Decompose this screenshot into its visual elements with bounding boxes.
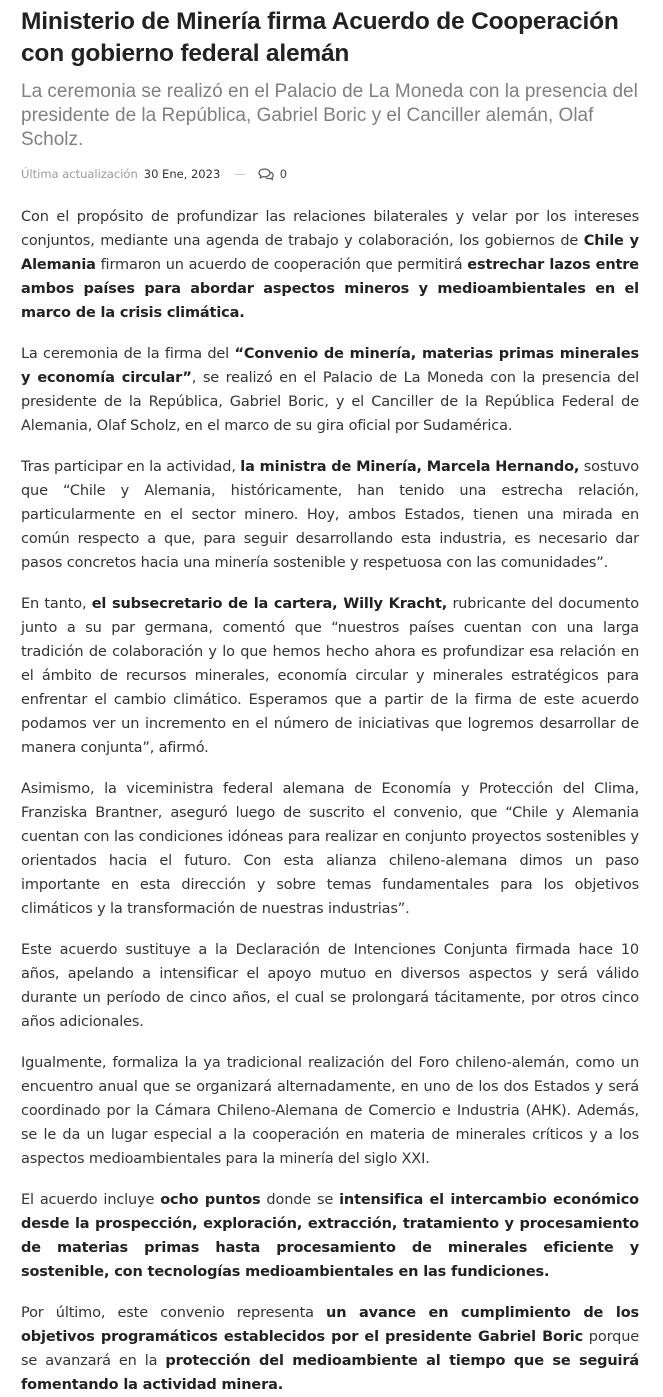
updated-date: 30 Ene, 2023 [143,167,221,181]
paragraph-text: firmaron un acuerdo de cooperación que permitirá [95,257,468,273]
paragraph-text: Igualmente, formaliza la ya tradicional realización del Foro chileno-alemán, como un encuentro anual que se organizará alternadamente, en uno de los dos Estados y será coordinado por la Cámara Chileno-Alemana de Comercio e Industria (AHK). Además, se le da un lugar especial a la cooperación en materia de minerales críticos y a los aspectos medioambientales para la minería del siglo XXI. [21,1055,639,1167]
article-title: Ministerio de Minería firma Acuerdo de Cooperación con gobierno federal alemán [21,8,619,67]
paragraph-text: Asimismo, la viceministra federal alemana de Economía y Protección del Clima, Franziska Brantner, aseguró luego de suscrito el convenio, que “Chile y Alemania cuentan con las condiciones idóneas para realizar en conjunto proyectos sostenibles y orientados hacia el futuro. Con esta alianza chileno-alemana dimos un paso importante en esta dirección y sobre temas fundamentales para los objetivos climáticos y la transformación de nuestras industrias”. [21,781,639,917]
paragraph-text: Por último, este convenio representa [21,1305,327,1321]
paragraph-text: , se realizó en el Palacio de La Moneda con la presencia del presidente de la República, Gabriel Boric, y el Canciller de la República Federal de Alemania, Olaf Scholz, en el marco de su gira oficial por Sudamérica. [21,370,639,434]
article-body [21,205,639,1397]
article-paragraph [21,455,639,575]
article-paragraph [21,205,639,325]
bold-text: la ministra de Minería, Marcela Hernando, [240,459,580,475]
bold-text: intensifica el intercambio económico desde la prospección, exploración, extracción, tratamiento y procesamiento de materias primas hasta procesamiento de minerales eficiente y sostenible, con tecnologías medioambientales en las fundiciones. [21,1192,639,1280]
updated-label: Última actualización [21,167,138,181]
article-subtitle: La ceremonia se realizó en el Palacio de La Moneda con la presencia del presidente de la República, Gabriel Boric y el Canciller alemán, Olaf Scholz. [21,81,638,150]
article-paragraph [21,777,639,921]
article-paragraph [21,342,639,438]
article-paragraph [21,592,639,760]
meta-separator: — [234,167,246,181]
article-paragraph [21,1188,639,1284]
article-paragraph [21,1051,639,1171]
paragraph-text: porque se avanzará en la [21,1329,639,1369]
paragraph-text: Tras participar en la actividad, [21,459,241,475]
article-meta [21,166,639,182]
bold-text: protección del medioambiente al tiempo que se seguirá fomentando la actividad minera. [21,1353,640,1393]
bold-text: ocho puntos [160,1192,261,1208]
paragraph-text: En tanto, [21,596,92,612]
paragraph-text: Este acuerdo sustituye a la Declaración de Intenciones Conjunta firmada hace 10 años, apelando a intensificar el apoyo mutuo en diversos aspectos y será válido durante un período de cinco años, el cual se prolongará tácitamente, por otros cinco años adicionales. [21,942,639,1030]
comment-icon [258,167,274,181]
comments-link[interactable] [258,167,287,181]
paragraph-text: donde se [260,1192,340,1208]
paragraph-text: sostuvo que “Chile y Alemania, históricamente, han tenido una estrecha relación, particularmente en el sector minero. Hoy, ambos Estados, tienen una mirada en común respecto a que, para seguir desarrollando esta industria, es necesario dar pasos concretos hacia una minería sostenible y respetuosa con las comunidades”. [21,459,640,571]
bold-text: el subsecretario de la cartera, Willy Kracht, [91,596,448,612]
bold-text: Chile y Alemania [21,233,639,273]
bold-text: “Convenio de minería, materias primas minerales y economía circular” [21,346,639,386]
paragraph-text: rubricante del documento junto a su par germana, comentó que “nuestros países cuentan con una larga tradición de colaboración y lo que hemos hecho ahora es profundizar esa relación en el ámbito de recursos minerales, economía circular y minerales estratégicos para enfrentar el cambio climático. Esperamos que a partir de la firma de este acuerdo podamos ver un incremento en el número de iniciativas que logremos desarrollar de manera conjunta”, afirmó. [21,596,639,756]
paragraph-text: La ceremonia de la firma del [21,346,235,362]
article-paragraph [21,938,639,1034]
bold-text: estrechar lazos entre ambos países para abordar aspectos mineros y medioambientales en el marco de la crisis climática. [21,257,639,321]
paragraph-text: Con el propósito de profundizar las relaciones bilaterales y velar por los intereses conjuntos, mediante una agenda de trabajo y colaboración, los gobiernos de [21,209,639,249]
bold-text: un avance en cumplimiento de los objetivos programáticos establecidos por el presidente Gabriel Boric [21,1305,639,1345]
paragraph-text: El acuerdo incluye [21,1192,161,1208]
comments-count: 0 [279,167,288,181]
article-paragraph [21,1301,639,1397]
